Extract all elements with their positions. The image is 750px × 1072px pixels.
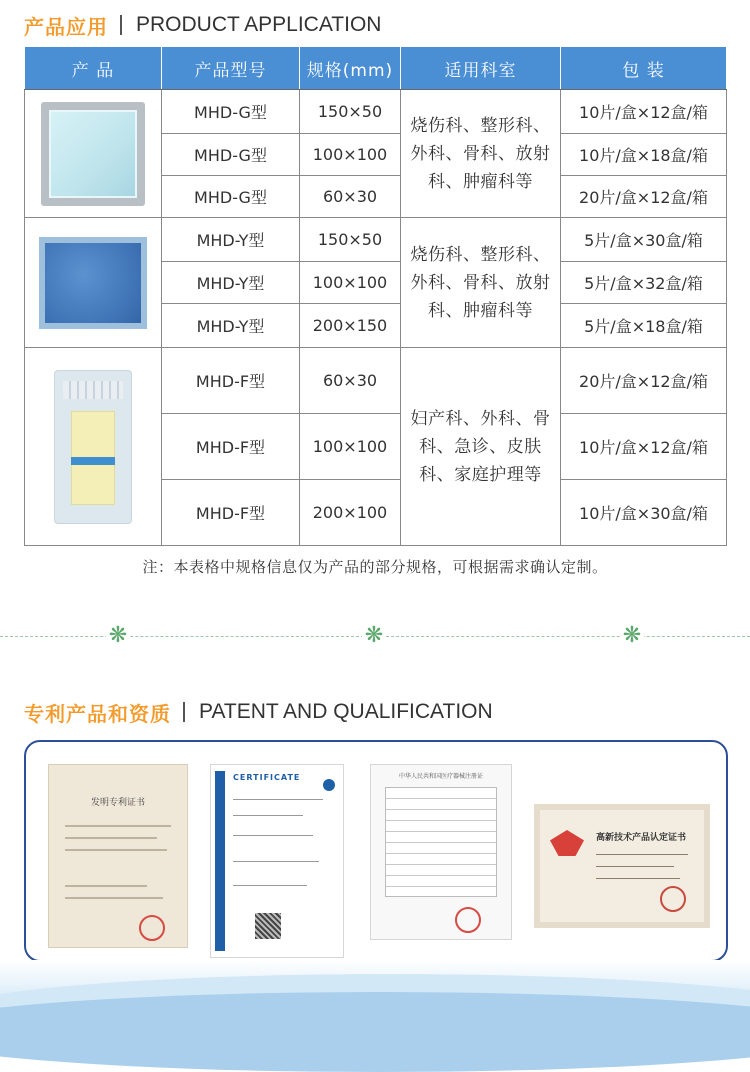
section-title-patent	[24, 697, 493, 727]
model-cell: MHD-F型	[162, 480, 300, 546]
package-cell: 5片/盒×18盒/箱	[561, 304, 727, 348]
title-separator	[120, 15, 122, 35]
patent-certificate-icon	[48, 764, 188, 948]
medical-device-registration-icon	[370, 764, 512, 940]
header-spec: 规格(mm)	[300, 47, 401, 90]
product-table	[24, 46, 727, 546]
header-model: 产品型号	[162, 47, 300, 90]
snowflake-icon: ❋	[620, 624, 644, 648]
model-cell: MHD-G型	[162, 90, 300, 134]
product-image-cell	[25, 348, 162, 546]
section-title-cn: 专利产品和资质	[24, 701, 171, 726]
package-cell: 10片/盒×12盒/箱	[561, 90, 727, 134]
package-cell: 20片/盒×12盒/箱	[561, 348, 727, 414]
section-title-en: PATENT AND QUALIFICATION	[199, 700, 493, 723]
table-note: 注：本表格中规格信息仅为产品的部分规格，可根据需求确认定制。	[142, 558, 608, 576]
model-cell: MHD-Y型	[162, 262, 300, 304]
model-cell: MHD-F型	[162, 414, 300, 480]
package-cell: 10片/盒×12盒/箱	[561, 414, 727, 480]
spec-cell: 100×100	[300, 262, 401, 304]
table-row	[25, 90, 727, 134]
gel-dressing-g-image	[41, 102, 145, 206]
cert-title: 发明专利证书	[90, 798, 145, 808]
footer-wave	[0, 960, 750, 1021]
department-cell: 烧伤科、整形科、外科、骨科、放射科、肿瘤科等	[401, 90, 561, 218]
table-header-row	[25, 47, 727, 90]
snowflake-icon: ❋	[106, 624, 130, 648]
gel-dressing-y-image	[39, 237, 147, 329]
spec-cell: 60×30	[300, 348, 401, 414]
spec-cell: 200×150	[300, 304, 401, 348]
cert-title: CERTIFICATE	[233, 773, 301, 782]
spec-cell: 150×50	[300, 218, 401, 262]
package-cell: 20片/盒×12盒/箱	[561, 176, 727, 218]
package-cell: 5片/盒×32盒/箱	[561, 262, 727, 304]
table-row	[25, 218, 727, 262]
iso-certificate-icon	[210, 764, 344, 958]
model-cell: MHD-G型	[162, 134, 300, 176]
section-title-en: PRODUCT APPLICATION	[136, 13, 382, 36]
section-title-cn: 产品应用	[24, 14, 108, 39]
table-row	[25, 348, 727, 414]
header-product: 产 品	[25, 47, 162, 90]
package-cell: 10片/盒×18盒/箱	[561, 134, 727, 176]
spec-cell: 100×100	[300, 134, 401, 176]
model-cell: MHD-G型	[162, 176, 300, 218]
header-department: 适用科室	[401, 47, 561, 90]
header-package: 包 装	[561, 47, 727, 90]
high-tech-product-certificate-icon	[534, 804, 710, 928]
title-separator	[183, 702, 185, 722]
department-cell: 妇产科、外科、骨科、急诊、皮肤科、家庭护理等	[401, 348, 561, 546]
certificates-panel	[24, 740, 728, 962]
snowflake-icon: ❋	[362, 624, 386, 648]
model-cell: MHD-Y型	[162, 304, 300, 348]
product-image-cell	[25, 218, 162, 348]
section-title-product-application	[24, 10, 381, 40]
cert-title: 中华人民共和国医疗器械注册证	[398, 773, 483, 780]
cert-title: 高新技术产品认定证书	[596, 833, 687, 843]
package-cell: 10片/盒×30盒/箱	[561, 480, 727, 546]
department-cell: 烧伤科、整形科、外科、骨科、放射科、肿瘤科等	[401, 218, 561, 348]
spec-cell: 60×30	[300, 176, 401, 218]
spec-cell: 200×100	[300, 480, 401, 546]
package-cell: 5片/盒×30盒/箱	[561, 218, 727, 262]
model-cell: MHD-F型	[162, 348, 300, 414]
spec-cell: 100×100	[300, 414, 401, 480]
gel-dressing-f-image	[54, 370, 132, 524]
model-cell: MHD-Y型	[162, 218, 300, 262]
product-image-cell	[25, 90, 162, 218]
spec-cell: 150×50	[300, 90, 401, 134]
